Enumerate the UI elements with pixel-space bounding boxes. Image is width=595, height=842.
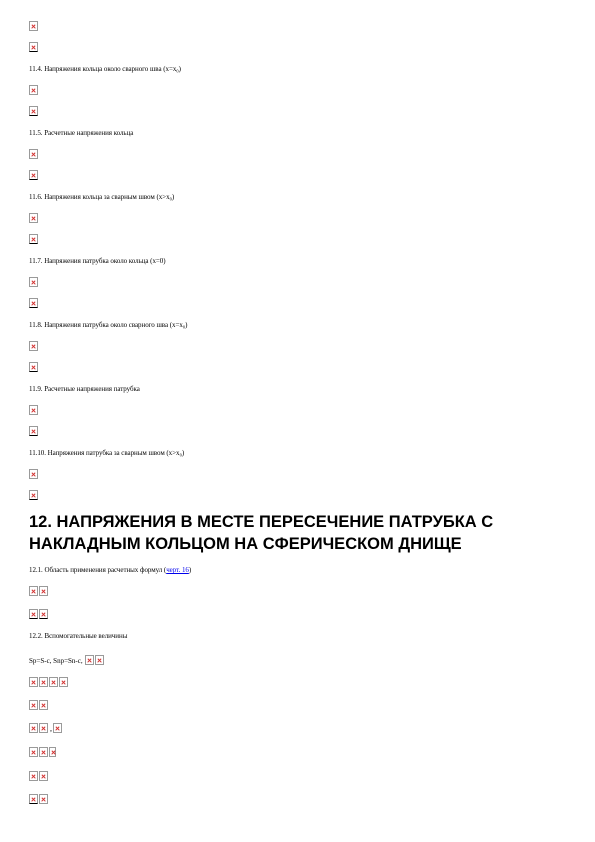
comma-separator: , [50, 724, 52, 733]
formula-image-row [29, 467, 39, 479]
heading-line-2: НАКЛАДНЫМ КОЛЬЦОМ НА СФЕРИЧЕСКОМ ДНИЩЕ [29, 535, 462, 553]
broken-image-icon [29, 277, 38, 287]
formula-image-row [29, 675, 69, 687]
formula-image-row [29, 698, 49, 710]
formula-image-row [29, 275, 39, 287]
broken-image-icon [29, 723, 38, 733]
broken-image-icon [29, 586, 38, 596]
broken-image-icon [29, 426, 38, 436]
section-caption-11-8: 11.8. Напряжения патрубка около сварного шва (x=x₀) [29, 321, 188, 329]
formula-image-row [29, 147, 39, 159]
formula-image-row [29, 584, 49, 596]
broken-image-icon [53, 723, 62, 733]
broken-image-icon [29, 341, 38, 351]
broken-image-icon [39, 586, 48, 596]
formula-text: Sp=S-c, Snp=Sn-c, [29, 657, 83, 665]
section-caption-11-7: 11.7. Напряжения патрубка около кольца (x=0) [29, 257, 166, 265]
formula-image-row [29, 104, 39, 116]
formula-image-row [29, 83, 39, 95]
broken-image-icon [29, 609, 38, 619]
broken-image-icon [29, 298, 38, 308]
broken-image-icon [29, 213, 38, 223]
broken-image-icon [29, 794, 38, 804]
broken-image-icon [39, 747, 48, 757]
caption-text: 12.1. Область применения расчетных формул ( [29, 566, 167, 574]
formula-image-row [29, 607, 49, 619]
broken-image-icon [29, 771, 38, 781]
formula-image-row [29, 296, 39, 308]
broken-image-icon [85, 655, 94, 665]
caption-text: ) [188, 566, 192, 574]
broken-image-icon [95, 655, 104, 665]
formula-image-row [29, 769, 49, 781]
formula-image-row [29, 721, 63, 733]
section-caption-11-10: 11.10. Напряжения патрубка за сварным швом (x>x₀) [29, 449, 185, 457]
broken-image-icon [29, 405, 38, 415]
formula-text-row [29, 651, 105, 665]
formula-image-row [29, 40, 39, 52]
broken-image-icon [29, 85, 38, 95]
formula-image-row [29, 360, 39, 372]
section-caption-12-1 [29, 566, 191, 574]
broken-image-icon [29, 677, 38, 687]
figure-link[interactable]: черт. 16 [166, 566, 189, 574]
formula-image-row [29, 211, 39, 223]
section-caption-11-5: 11.5. Расчетные напряжения кольца [29, 129, 134, 137]
broken-image-icon [29, 42, 38, 52]
heading-line-1: 12. НАПРЯЖЕНИЯ В МЕСТЕ ПЕРЕСЕЧЕНИЕ ПАТРУБКА С [29, 513, 494, 531]
formula-image-row [29, 339, 39, 351]
formula-image-row [29, 232, 39, 244]
broken-image-icon [39, 700, 48, 710]
broken-image-icon [29, 490, 38, 500]
broken-image-icon [59, 677, 68, 687]
formula-image-row [29, 745, 57, 757]
broken-image-icon [29, 170, 38, 180]
broken-image-icon [39, 723, 48, 733]
broken-image-icon [49, 747, 56, 757]
broken-image-icon [39, 794, 48, 804]
section-heading-12 [29, 511, 569, 555]
broken-image-icon [29, 106, 38, 116]
formula-image-row [29, 19, 39, 31]
section-caption-11-9: 11.9. Расчетные напряжения патрубка [29, 385, 140, 393]
formula-image-row [29, 424, 39, 436]
broken-image-icon [39, 677, 48, 687]
broken-image-icon [29, 700, 38, 710]
broken-image-icon [29, 234, 38, 244]
formula-image-row [29, 403, 39, 415]
broken-image-icon [29, 469, 38, 479]
broken-image-icon [29, 21, 38, 31]
broken-image-icon [29, 149, 38, 159]
broken-image-icon [39, 609, 48, 619]
broken-image-icon [29, 362, 38, 372]
section-caption-11-4: 11.4. Напряжения кольца около сварного шва (x=x₀) [29, 65, 181, 73]
broken-image-icon [29, 747, 38, 757]
section-caption-12-2: 12.2. Вспомогательные величины [29, 632, 128, 640]
broken-image-icon [39, 771, 48, 781]
formula-image-row [29, 792, 49, 804]
formula-image-row [29, 168, 39, 180]
broken-image-icon [49, 677, 58, 687]
formula-image-row [29, 488, 39, 500]
section-caption-11-6: 11.6. Напряжения кольца за сварным швом (x>x₀) [29, 193, 175, 201]
